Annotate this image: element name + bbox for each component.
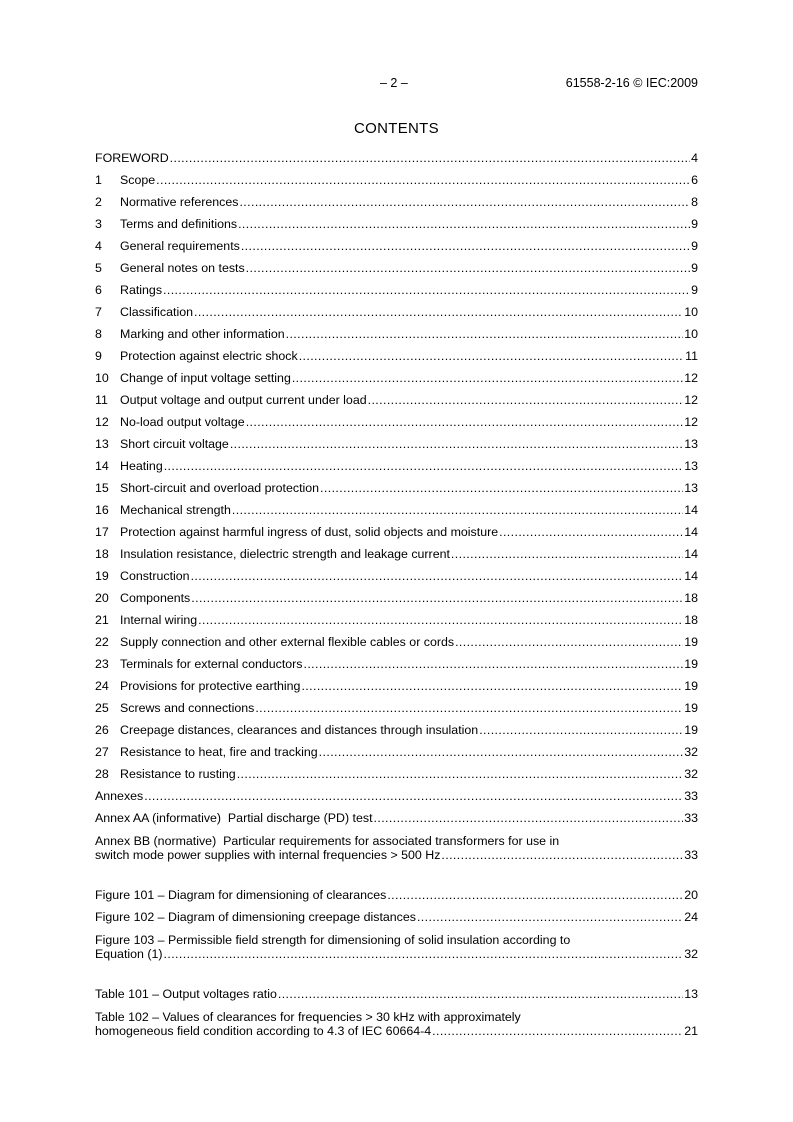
toc-entry-annexes[interactable]: [95, 789, 698, 811]
toc-label: Figure 102 – Diagram of dimensioning creepage distances: [95, 910, 416, 924]
toc-label: Short-circuit and overload protection: [120, 481, 320, 495]
toc-page: 12: [684, 371, 698, 385]
dot-leader: [320, 481, 683, 495]
contents-title: CONTENTS: [354, 120, 439, 137]
toc-label: Protection against electric shock: [120, 349, 298, 363]
toc-number: 15: [95, 481, 109, 495]
toc-label: Components: [120, 591, 191, 605]
toc-label-line2: Equation (1): [95, 947, 163, 961]
dot-leader: [374, 811, 684, 825]
toc-entry[interactable]: [95, 745, 698, 767]
toc-page: 10: [684, 305, 698, 319]
toc-label: Screws and connections: [120, 701, 255, 715]
toc-page: 12: [684, 393, 698, 407]
toc-label: Figure 101 – Diagram for dimensioning of clearances: [95, 888, 387, 902]
toc-entry-figure-102[interactable]: [95, 910, 698, 932]
toc-label-line1: Table 102 – Values of clearances for frequencies > 30 kHz with approximately: [95, 1010, 521, 1024]
toc-entry[interactable]: [95, 591, 698, 613]
dot-leader: [301, 679, 683, 693]
toc-number: 14: [95, 459, 109, 473]
toc-number: 25: [95, 701, 109, 715]
toc-entry[interactable]: [95, 547, 698, 569]
dot-leader: [156, 173, 690, 187]
dot-leader: [368, 393, 684, 407]
toc-label-line1: Figure 103 – Permissible field strength for dimensioning of solid insulation according to: [95, 933, 571, 947]
toc-entry[interactable]: [95, 173, 698, 195]
dot-leader: [304, 657, 684, 671]
toc-label-line1: Annex BB (normative) Particular requirements for associated transformers for use in: [95, 834, 560, 848]
toc-entry[interactable]: [95, 371, 698, 393]
toc-number: 16: [95, 503, 109, 517]
dot-leader: [232, 503, 683, 517]
toc-number: 8: [95, 327, 102, 341]
dot-leader: [417, 910, 683, 924]
toc-label: Internal wiring: [120, 613, 198, 627]
toc-entry[interactable]: [95, 261, 698, 283]
toc-number: 13: [95, 437, 109, 451]
toc-number: 9: [95, 349, 102, 363]
toc-page: 10: [684, 327, 698, 341]
toc-label: Heating: [120, 459, 163, 473]
toc-label: General notes on tests: [120, 261, 245, 275]
dot-leader: [299, 349, 684, 363]
dot-leader: [319, 745, 684, 759]
toc-page: 33: [684, 789, 698, 803]
dot-leader: [451, 547, 683, 561]
dot-leader: [441, 848, 683, 862]
toc-number: 11: [95, 393, 108, 407]
toc-number: 17: [95, 525, 109, 539]
toc-number: 12: [95, 415, 109, 429]
toc-page: 32: [684, 745, 698, 759]
toc-number: 26: [95, 723, 109, 737]
dot-leader: [237, 767, 684, 781]
toc-number: 5: [95, 261, 102, 275]
toc-label: Short circuit voltage: [120, 437, 229, 451]
toc-number: 4: [95, 239, 102, 253]
toc-page: 19: [684, 657, 698, 671]
toc-number: 10: [95, 371, 109, 385]
toc-entry[interactable]: [95, 613, 698, 635]
toc-label: General requirements: [120, 239, 240, 253]
toc-entry[interactable]: [95, 459, 698, 481]
toc-entry[interactable]: [95, 415, 698, 437]
dot-leader: [191, 591, 683, 605]
toc-page: 14: [684, 503, 698, 517]
dot-leader: [164, 947, 684, 961]
toc-number: 19: [95, 569, 109, 583]
toc-entry[interactable]: [95, 767, 698, 789]
toc-entry[interactable]: [95, 635, 698, 657]
toc-entry[interactable]: [95, 283, 698, 305]
toc-page: 18: [684, 613, 698, 627]
toc-page: 18: [684, 591, 698, 605]
dot-leader: [455, 635, 683, 649]
toc-page: 6: [691, 173, 698, 187]
dot-leader: [479, 723, 683, 737]
toc-entry-foreword[interactable]: [95, 151, 698, 173]
standard-reference: 61558-2-16 © IEC:2009: [565, 76, 698, 90]
dot-leader: [499, 525, 683, 539]
toc-page: 9: [691, 261, 698, 275]
dot-leader: [194, 305, 683, 319]
toc-label-line2: homogeneous field condition according to 4.3 of IEC 60664-4: [95, 1024, 432, 1038]
toc-label: FOREWORD: [95, 151, 169, 165]
toc-number: 18: [95, 547, 109, 561]
toc-entry[interactable]: [95, 503, 698, 525]
dot-leader: [286, 327, 684, 341]
toc-label: Resistance to heat, fire and tracking: [120, 745, 318, 759]
toc-page: 19: [684, 723, 698, 737]
toc-page: 33: [684, 848, 698, 862]
toc-page: 13: [684, 481, 698, 495]
toc-entry[interactable]: [95, 305, 698, 327]
toc-page: 14: [684, 525, 698, 539]
toc-number: 6: [95, 283, 102, 297]
toc-page: 9: [691, 217, 698, 231]
dot-leader: [255, 701, 683, 715]
toc-label: Marking and other information: [120, 327, 285, 341]
toc-label: Provisions for protective earthing: [120, 679, 301, 693]
dot-leader: [144, 789, 683, 803]
dot-leader: [191, 569, 684, 583]
toc-label: Terminals for external conductors: [120, 657, 303, 671]
toc-label: Output voltage and output current under load: [120, 393, 367, 407]
toc-page: 14: [684, 569, 698, 583]
toc-label-line2: switch mode power supplies with internal frequencies > 500 Hz: [95, 848, 441, 862]
toc-entry[interactable]: [95, 349, 698, 371]
toc-label: Annex AA (informative) Partial discharge (PD) test: [95, 811, 373, 825]
toc-label: No-load output voltage: [120, 415, 245, 429]
toc-number: 7: [95, 305, 102, 319]
dot-leader: [241, 239, 690, 253]
toc-page: 8: [691, 195, 698, 209]
dot-leader: [278, 987, 683, 1001]
toc-entry-table-102[interactable]: [95, 1010, 698, 1038]
toc-page: 12: [684, 415, 698, 429]
toc-page: 14: [684, 547, 698, 561]
dot-leader: [170, 151, 690, 165]
toc-label: Supply connection and other external flexible cables or cords: [120, 635, 455, 649]
dot-leader: [198, 613, 683, 627]
toc-page: 24: [684, 910, 698, 924]
toc-entry-figure-101[interactable]: [95, 888, 698, 910]
toc-label: Scope: [120, 173, 156, 187]
toc-page: 19: [684, 701, 698, 715]
toc-label: Change of input voltage setting: [120, 371, 291, 385]
page-number: – 2 –: [380, 76, 408, 90]
dot-leader: [163, 283, 690, 297]
toc-label: Construction: [120, 569, 190, 583]
toc-label: Insulation resistance, dielectric strength and leakage current: [120, 547, 450, 561]
toc-page: 4: [691, 151, 698, 165]
toc-number: 28: [95, 767, 109, 781]
section-gap: [95, 870, 698, 888]
toc-number: 1: [95, 173, 102, 187]
toc-label: Ratings: [120, 283, 163, 297]
table-of-contents: [95, 151, 698, 1046]
toc-label: Creepage distances, clearances and distances through insulation: [120, 723, 479, 737]
dot-leader: [164, 459, 683, 473]
toc-label: Normative references: [120, 195, 239, 209]
toc-entry-table-101[interactable]: [95, 987, 698, 1009]
toc-entry[interactable]: [95, 569, 698, 591]
dot-leader: [230, 437, 683, 451]
toc-number: 21: [95, 613, 109, 627]
toc-page: 21: [684, 1024, 698, 1038]
toc-page: 9: [691, 239, 698, 253]
toc-entry-figure-103[interactable]: [95, 933, 698, 961]
toc-page: 33: [684, 811, 698, 825]
toc-entry[interactable]: [95, 239, 698, 261]
toc-number: 20: [95, 591, 109, 605]
toc-entry[interactable]: [95, 393, 698, 415]
toc-page: 13: [684, 987, 698, 1001]
toc-page: 19: [684, 635, 698, 649]
toc-label: Terms and definitions: [120, 217, 238, 231]
toc-number: 22: [95, 635, 109, 649]
dot-leader: [239, 195, 690, 209]
dot-leader: [246, 261, 690, 275]
toc-label: Annexes: [95, 789, 144, 803]
toc-entry[interactable]: [95, 679, 698, 701]
section-gap: [95, 969, 698, 987]
toc-entry[interactable]: [95, 701, 698, 723]
toc-entry[interactable]: [95, 327, 698, 349]
toc-entry[interactable]: [95, 657, 698, 679]
toc-page: 20: [684, 888, 698, 902]
dot-leader: [432, 1024, 683, 1038]
toc-number: 3: [95, 217, 102, 231]
toc-label: Classification: [120, 305, 193, 319]
toc-entry[interactable]: [95, 437, 698, 459]
toc-page: 32: [684, 767, 698, 781]
toc-page: 11: [685, 349, 698, 363]
toc-label: Resistance to rusting: [120, 767, 236, 781]
dot-leader: [387, 888, 683, 902]
toc-number: 27: [95, 745, 109, 759]
toc-label: Protection against harmful ingress of dust, solid objects and moisture: [120, 525, 499, 539]
toc-page: 19: [684, 679, 698, 693]
toc-page: 13: [684, 437, 698, 451]
toc-entry[interactable]: [95, 525, 698, 547]
dot-leader: [238, 217, 690, 231]
toc-number: 23: [95, 657, 109, 671]
toc-label: Mechanical strength: [120, 503, 231, 517]
toc-page: 32: [684, 947, 698, 961]
toc-entry[interactable]: [95, 723, 698, 745]
toc-page: 13: [684, 459, 698, 473]
toc-page: 9: [691, 283, 698, 297]
toc-entry[interactable]: [95, 481, 698, 503]
toc-entry[interactable]: [95, 217, 698, 239]
toc-label: Table 101 – Output voltages ratio: [95, 987, 277, 1001]
toc-number: 2: [95, 195, 102, 209]
toc-number: 24: [95, 679, 109, 693]
dot-leader: [292, 371, 683, 385]
toc-entry[interactable]: [95, 195, 698, 217]
dot-leader: [246, 415, 684, 429]
toc-entry-annex-bb[interactable]: [95, 834, 698, 862]
toc-entry-annex-aa[interactable]: [95, 811, 698, 833]
